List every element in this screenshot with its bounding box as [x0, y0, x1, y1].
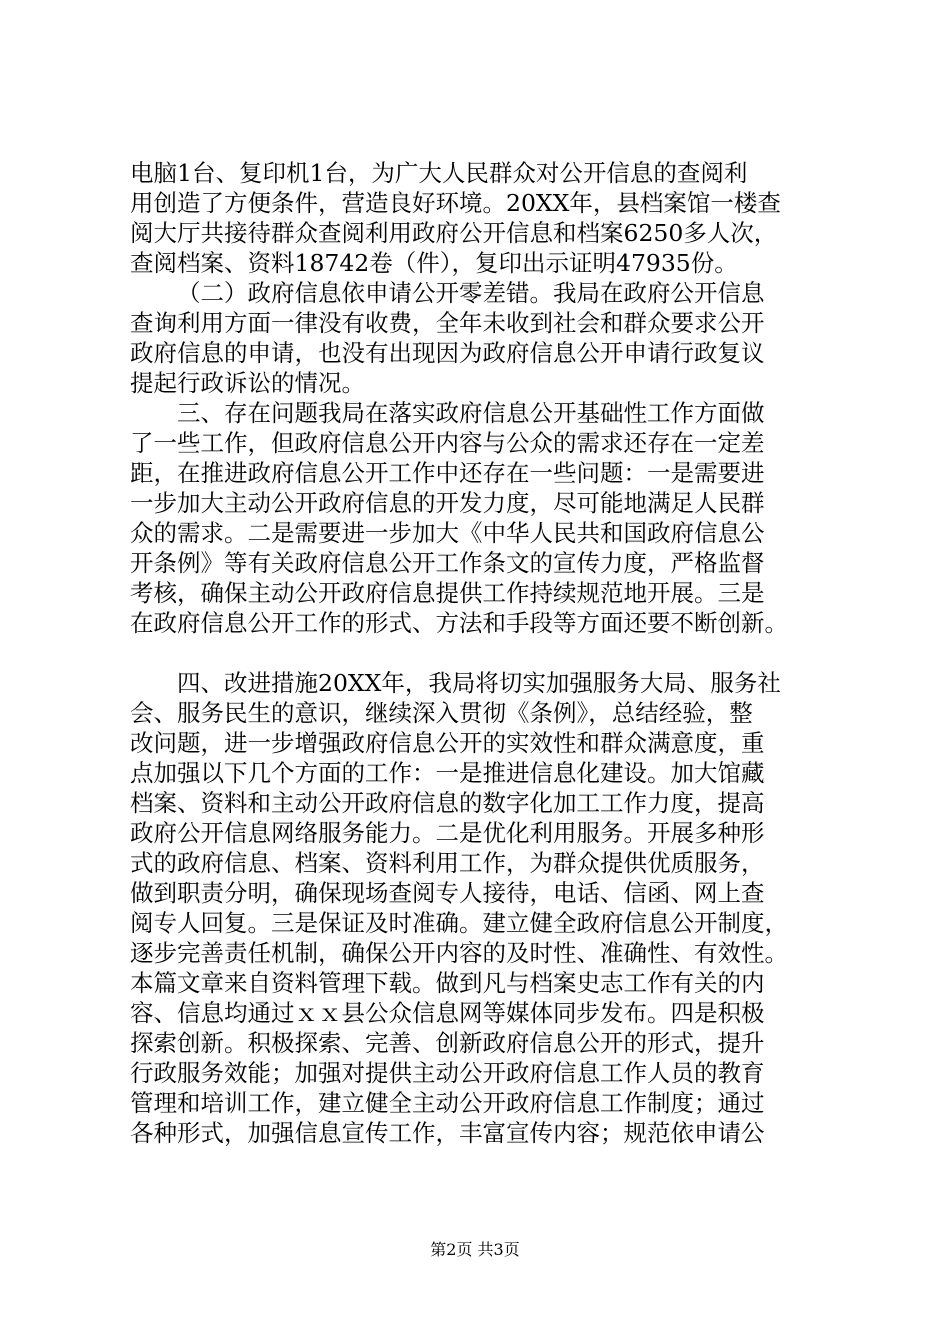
- paragraph: [130, 158, 830, 278]
- text-line: 用创造了方便条件，营造良好环境。20XX年，县档案馆一楼查: [130, 189, 781, 217]
- text-line: 容、信息均通过ｘｘ县公众信息网等媒体同步发布。四是积极: [130, 999, 765, 1027]
- text-line: 本篇文章来自资料管理下载。做到凡与档案史志工作有关的内: [130, 969, 765, 997]
- text-line: 在政府信息公开工作的形式、方法和手段等方面还要不断创新。: [130, 609, 788, 637]
- text-line: 三、存在问题我局在落实政府信息公开基础性工作方面做: [177, 399, 765, 427]
- text-line: 开条例》等有关政府信息公开工作条文的宣传力度，严格监督: [130, 549, 765, 577]
- text-line: 探索创新。积极探索、完善、创新政府信息公开的形式，提升: [130, 1029, 765, 1057]
- text-line: 改问题，进一步增强政府信息公开的实效性和群众满意度，重: [130, 729, 765, 757]
- text-line: 四、改进措施20XX年，我局将切实加强服务大局、服务社: [177, 669, 781, 697]
- text-line: 政府信息的申请，也没有出现因为政府信息公开申请行政复议: [130, 339, 765, 367]
- text-line: 逐步完善责任机制，确保公开内容的及时性、准确性、有效性。: [130, 939, 788, 967]
- text-line: 政府公开信息网络服务能力。二是优化利用服务。开展多种形: [130, 819, 765, 847]
- text-line: 点加强以下几个方面的工作：一是推进信息化建设。加大馆藏: [130, 759, 765, 787]
- text-line: 提起行政诉讼的情况。: [130, 369, 365, 397]
- text-line: 阅大厅共接待群众查阅利用政府公开信息和档案6250多人次，: [130, 219, 778, 247]
- text-line: 会、服务民生的意识，继续深入贯彻《条例》，总结经验，整: [130, 699, 753, 727]
- text-line: 管理和培训工作，建立健全主动公开政府信息工作制度；通过: [130, 1089, 765, 1117]
- text-line: 阅专人回复。三是保证及时准确。建立健全政府信息公开制度，: [130, 909, 788, 937]
- text-line: 了一些工作，但政府信息公开内容与公众的需求还存在一定差: [130, 429, 765, 457]
- paragraph: [130, 398, 830, 638]
- text-line: 做到职责分明，确保现场查阅专人接待，电话、信函、网上查: [130, 879, 765, 907]
- paragraph-spacer: [130, 638, 830, 668]
- text-line: 众的需求。二是需要进一步加大《中华人民共和国政府信息公: [130, 519, 765, 547]
- text-line: 档案、资料和主动公开政府信息的数字化加工工作力度，提高: [130, 789, 765, 817]
- text-line: 各种形式，加强信息宣传工作，丰富宣传内容；规范依申请公: [130, 1119, 765, 1147]
- paragraph: [130, 668, 830, 1148]
- page-footer: 第2页 共3页: [430, 1240, 520, 1259]
- text-line: 电脑1台、复印机1台，为广大人民群众对公开信息的查阅利: [130, 159, 748, 187]
- text-line: 式的政府信息、档案、资料利用工作，为群众提供优质服务，: [130, 849, 765, 877]
- text-line: 查阅档案、资料18742卷（件），复印出示证明47935份。: [130, 249, 738, 277]
- text-line: （二）政府信息依申请公开零差错。我局在政府公开信息: [177, 279, 765, 307]
- text-line: 行政服务效能；加强对提供主动公开政府信息工作人员的教育: [130, 1059, 765, 1087]
- text-line: 一步加大主动公开政府信息的开发力度，尽可能地满足人民群: [130, 489, 765, 517]
- paragraph: [130, 278, 830, 398]
- text-line: 距，在推进政府信息公开工作中还存在一些问题：一是需要进: [130, 459, 765, 487]
- text-line: 查询利用方面一律没有收费，全年未收到社会和群众要求公开: [130, 309, 765, 337]
- text-line: 考核，确保主动公开政府信息提供工作持续规范地开展。三是: [130, 579, 765, 607]
- document-body: [130, 158, 830, 1148]
